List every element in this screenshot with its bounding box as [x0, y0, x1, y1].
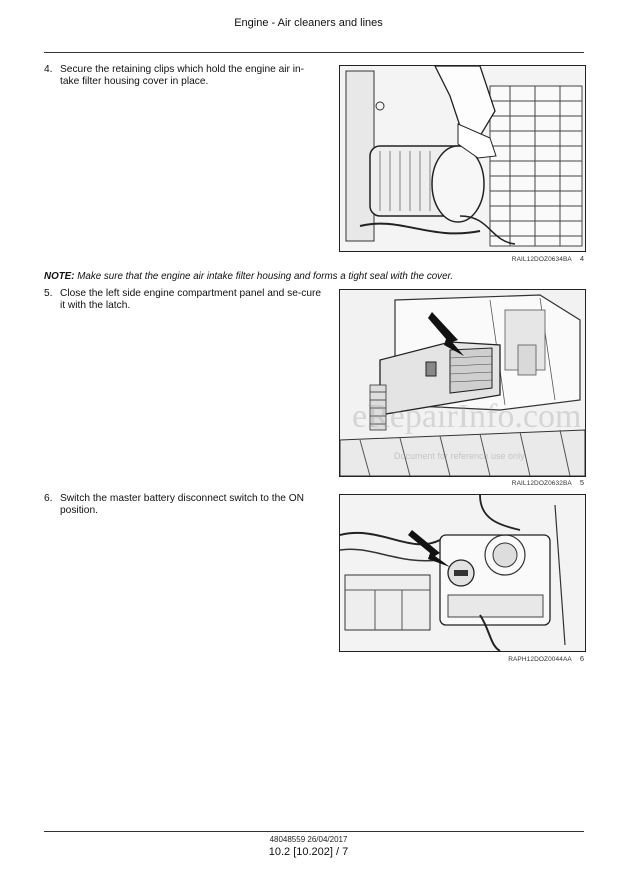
page-header-title: Engine - Air cleaners and lines	[234, 17, 383, 29]
step-text: Secure the retaining clips which hold the engine air in-take filter housing cover in place.	[60, 64, 305, 87]
figure-5-engine-panel-photo	[339, 289, 586, 477]
figure-5-caption	[339, 478, 584, 487]
note-label: NOTE:	[44, 271, 75, 282]
step-4	[44, 64, 324, 88]
footer-rule	[44, 831, 584, 832]
watermark: eRepairInfo.com	[352, 398, 582, 435]
header-rule	[44, 52, 584, 53]
note-text: Make sure that the engine air intake filter housing and forms a tight seal with the cover.	[77, 271, 454, 282]
footer-doc-code: 48048559 26/04/2017	[269, 835, 348, 844]
figure-6-caption	[339, 654, 584, 663]
figure-code: RAPH12DOZ0044AA	[508, 656, 572, 663]
step-text: Close the left side engine compartment panel and se-cure it with the latch.	[60, 288, 322, 311]
figure-code: RAIL12DOZ0632BA	[511, 480, 572, 487]
note	[44, 271, 584, 282]
step-number: 4.	[44, 64, 53, 75]
step-5	[44, 288, 324, 312]
figure-number: 4	[579, 254, 584, 263]
footer-page-number: 10.2 [10.202] / 7	[268, 846, 349, 858]
watermark-subtext: Document for reference use only	[394, 451, 525, 461]
figure-4-caption	[339, 254, 584, 263]
figure-number: 5	[579, 478, 584, 487]
step-number: 6.	[44, 493, 53, 504]
step-number: 5.	[44, 288, 53, 299]
figure-code: RAIL12DOZ0634BA	[511, 256, 572, 263]
step-text: Switch the master battery disconnect switch to the ON position.	[60, 493, 305, 516]
step-6	[44, 493, 324, 517]
figure-number: 6	[579, 654, 584, 663]
figure-4-air-filter-photo	[339, 65, 586, 252]
figure-6-battery-switch-photo	[339, 494, 586, 652]
